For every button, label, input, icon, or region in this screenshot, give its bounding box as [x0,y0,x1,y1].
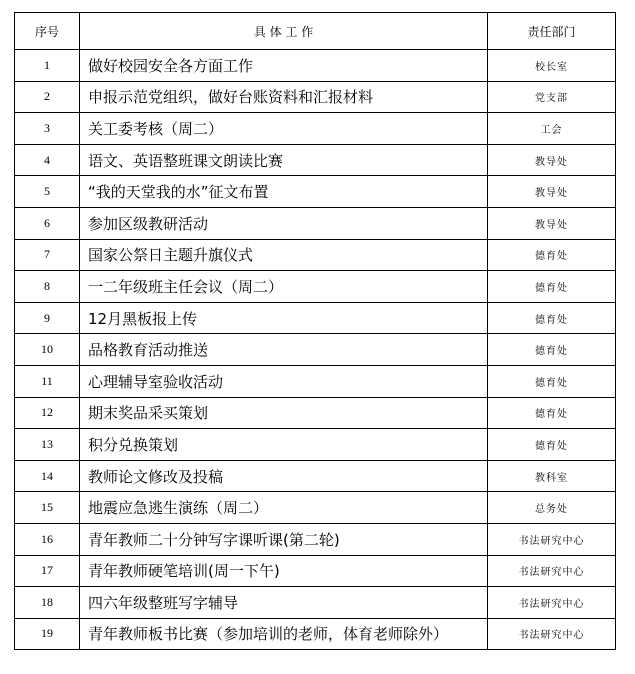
row-index: 2 [15,81,80,113]
row-index: 13 [15,429,80,461]
row-dept: 工会 [488,113,616,145]
table-row [15,81,616,113]
row-dept: 德育处 [488,334,616,366]
row-index: 11 [15,365,80,397]
row-dept: 德育处 [488,239,616,271]
row-index: 7 [15,239,80,271]
header-index: 序号 [15,13,80,50]
row-task: 青年教师二十分钟写字课听课(第二轮) [80,523,488,555]
row-dept: 书法研究中心 [488,523,616,555]
row-dept: 校长室 [488,50,616,82]
row-dept: 党支部 [488,81,616,113]
row-dept: 教导处 [488,144,616,176]
row-dept: 书法研究中心 [488,555,616,587]
row-task: 青年教师硬笔培训(周一下午) [80,555,488,587]
table-row [15,429,616,461]
row-task: 青年教师板书比赛（参加培训的老师，体育老师除外） [80,618,488,650]
row-task: 期末奖品采买策划 [80,397,488,429]
table-row [15,271,616,303]
table-row [15,113,616,145]
row-index: 17 [15,555,80,587]
table-row [15,334,616,366]
row-index: 4 [15,144,80,176]
row-index: 5 [15,176,80,208]
row-index: 18 [15,587,80,619]
row-index: 14 [15,460,80,492]
row-task: 参加区级教研活动 [80,207,488,239]
row-dept: 教科室 [488,460,616,492]
row-dept: 德育处 [488,271,616,303]
table-body [15,50,616,650]
row-index: 9 [15,302,80,334]
table-row [15,460,616,492]
row-index: 6 [15,207,80,239]
table-row [15,207,616,239]
row-dept: 德育处 [488,429,616,461]
table-row [15,176,616,208]
row-task: 心理辅导室验收活动 [80,365,488,397]
row-index: 12 [15,397,80,429]
row-dept: 德育处 [488,397,616,429]
row-index: 8 [15,271,80,303]
header-task: 具 体 工 作 [80,13,488,50]
table-row [15,144,616,176]
row-task: 关工委考核（周二） [80,113,488,145]
table-row [15,555,616,587]
table-row [15,397,616,429]
header-row [15,13,616,50]
row-task: 做好校园安全各方面工作 [80,50,488,82]
row-task: 积分兑换策划 [80,429,488,461]
row-index: 10 [15,334,80,366]
row-task: “我的天堂我的水”征文布置 [80,176,488,208]
work-schedule-table [14,12,616,650]
row-task: 语文、英语整班课文朗读比赛 [80,144,488,176]
row-index: 1 [15,50,80,82]
table-row [15,365,616,397]
row-task: 地震应急逃生演练（周二） [80,492,488,524]
row-dept: 教导处 [488,176,616,208]
row-dept: 书法研究中心 [488,618,616,650]
table-row [15,492,616,524]
row-dept: 德育处 [488,365,616,397]
table-row [15,239,616,271]
row-task: 申报示范党组织，做好台账资料和汇报材料 [80,81,488,113]
header-dept: 责任部门 [488,13,616,50]
row-dept: 德育处 [488,302,616,334]
row-task: 教师论文修改及投稿 [80,460,488,492]
table-row [15,302,616,334]
table-row [15,587,616,619]
table-row [15,618,616,650]
row-index: 3 [15,113,80,145]
row-task: 国家公祭日主题升旗仪式 [80,239,488,271]
row-dept: 总务处 [488,492,616,524]
table-row [15,523,616,555]
table-row [15,50,616,82]
row-index: 15 [15,492,80,524]
row-task: 四六年级整班写字辅导 [80,587,488,619]
row-task: 一二年级班主任会议（周二） [80,271,488,303]
row-task: 12月黑板报上传 [80,302,488,334]
row-index: 16 [15,523,80,555]
row-task: 品格教育活动推送 [80,334,488,366]
row-dept: 教导处 [488,207,616,239]
row-dept: 书法研究中心 [488,587,616,619]
row-index: 19 [15,618,80,650]
